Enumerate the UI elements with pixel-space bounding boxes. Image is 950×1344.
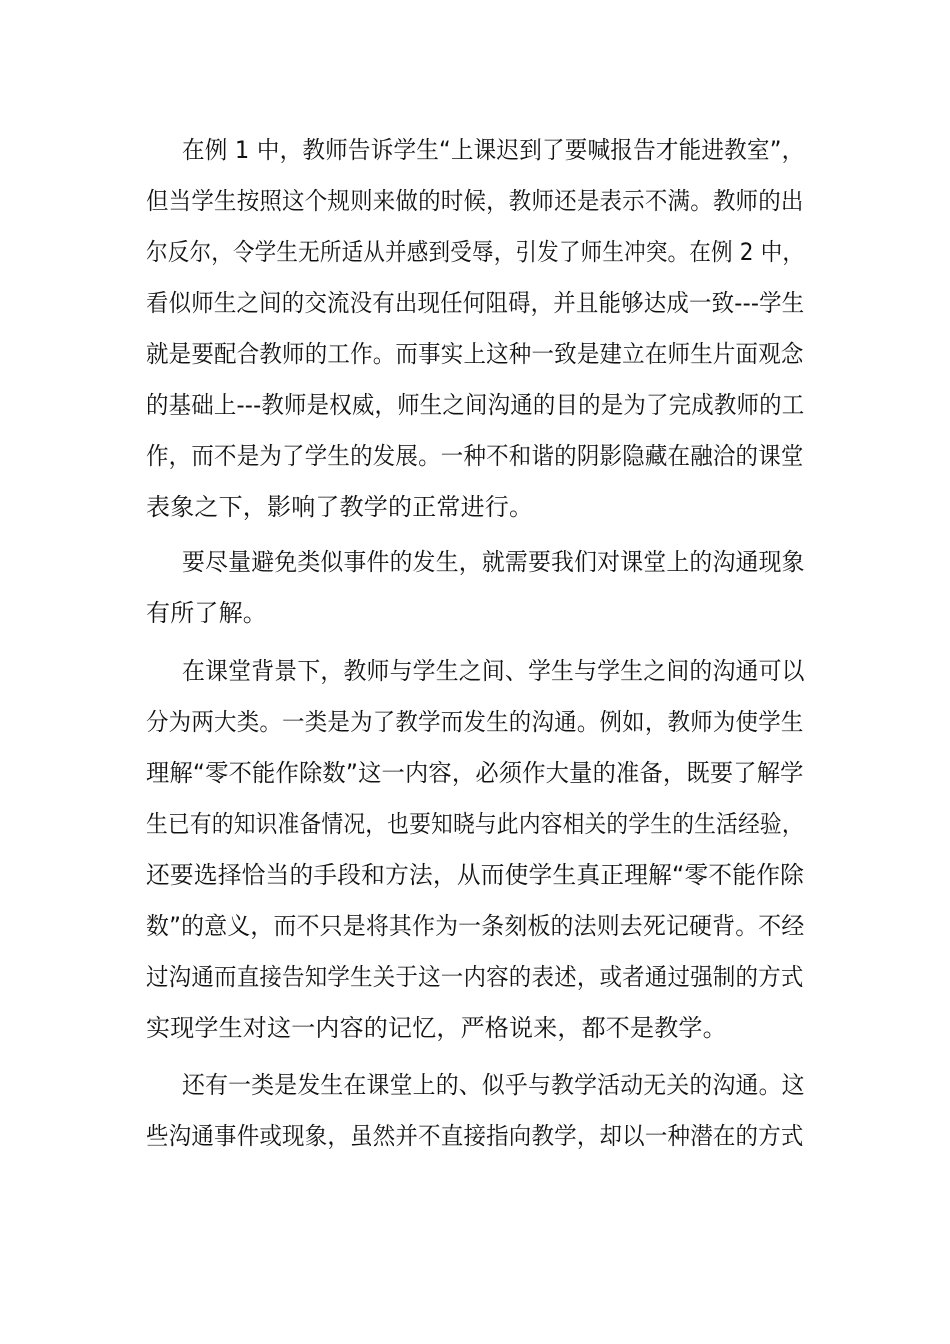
text-line: 理解“零不能作除数”这一内容，必须作大量的准备，既要了解学 bbox=[146, 759, 804, 787]
text-line: 还有一类是发生在课堂上的、似乎与教学活动无关的沟通。这 bbox=[182, 1071, 805, 1099]
text-line: 有所了解。 bbox=[146, 599, 267, 627]
text-line: 还要选择恰当的手段和方法，从而使学生真正理解“零不能作除 bbox=[146, 861, 805, 889]
text-line: 在例 1 中，教师告诉学生“上课迟到了要喊报告才能进教室”， bbox=[182, 136, 805, 164]
text-line: 尔反尔，令学生无所适从并感到受辱，引发了师生冲突。在例 2 中， bbox=[146, 238, 805, 266]
text-line: 过沟通而直接告知学生关于这一内容的表述，或者通过强制的方式 bbox=[146, 963, 804, 991]
text-line: 的基础上---教师是权威，师生之间沟通的目的是为了完成教师的工 bbox=[146, 391, 805, 419]
text-line: 些沟通事件或现象，虽然并不直接指向教学，却以一种潜在的方式 bbox=[146, 1122, 804, 1150]
text-line: 看似师生之间的交流没有出现任何阻碍，并且能够达成一致---学生 bbox=[146, 289, 805, 317]
text-line: 表象之下，影响了教学的正常进行。 bbox=[146, 493, 534, 521]
text-line: 就是要配合教师的工作。而事实上这种一致是建立在师生片面观念 bbox=[146, 340, 804, 368]
text-line: 数”的意义，而不只是将其作为一条刻板的法则去死记硬背。不经 bbox=[146, 912, 805, 940]
text-line: 但当学生按照这个规则来做的时候，教师还是表示不满。教师的出 bbox=[146, 187, 804, 215]
text-line: 要尽量避免类似事件的发生，就需要我们对课堂上的沟通现象 bbox=[182, 548, 805, 576]
text-line: 分为两大类。一类是为了教学而发生的沟通。例如，教师为使学生 bbox=[146, 708, 804, 736]
text-line: 生已有的知识准备情况，也要知晓与此内容相关的学生的生活经验， bbox=[146, 810, 804, 838]
text-line: 在课堂背景下，教师与学生之间、学生与学生之间的沟通可以 bbox=[182, 657, 805, 685]
text-line: 作，而不是为了学生的发展。一种不和谐的阴影隐藏在融洽的课堂 bbox=[146, 442, 804, 470]
text-line: 实现学生对这一内容的记忆，严格说来，都不是教学。 bbox=[146, 1014, 727, 1042]
